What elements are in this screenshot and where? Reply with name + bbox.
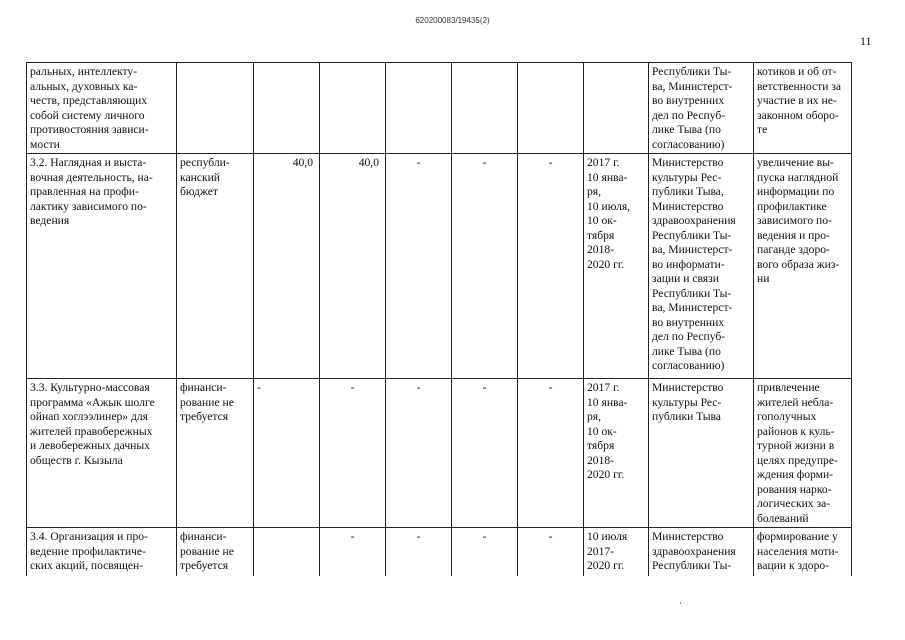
scan-speck: · bbox=[679, 598, 682, 608]
cell-result: формирование у населения моти- вации к здоро- bbox=[754, 528, 852, 576]
cell-value bbox=[386, 63, 452, 154]
document-id: 620200083/19435(2) bbox=[415, 16, 490, 25]
cell-value: - bbox=[386, 528, 452, 576]
cell-result: увеличение вы- пуска наглядной информации по профилактике зависимого по- ведения и про- паганде здоро- вого образа жиз- ни bbox=[754, 154, 852, 379]
cell-value: - bbox=[452, 528, 518, 576]
cell-name: 3.3. Культурно-массовая программа «Ажык шолге ойнап хоглээлинер» для жителей правобережных и левобережных дачных обществ г. Кызыла bbox=[27, 379, 177, 528]
cell-value bbox=[320, 63, 386, 154]
cell-value bbox=[254, 528, 320, 576]
cell-dates: 2017 г. 10 янва- ря, 10 июля, 10 ок- тября 2018- 2020 гг. bbox=[584, 154, 649, 379]
table-row bbox=[27, 379, 852, 528]
cell-name: 3.4. Организация и про- ведение профилактиче- ских акций, посвящен- bbox=[27, 528, 177, 576]
cell-dates: 10 июля 2017- 2020 гг. bbox=[584, 528, 649, 576]
cell-source: финанси- рование не требуется bbox=[177, 528, 254, 576]
cell-source: финанси- рование не требуется bbox=[177, 379, 254, 528]
cell-dates bbox=[584, 63, 649, 154]
cell-result: котиков и об от- ветственности за участие в их не- законном оборо- те bbox=[754, 63, 852, 154]
cell-value: - bbox=[320, 379, 386, 528]
cell-value: - bbox=[518, 379, 584, 528]
cell-value: - bbox=[320, 528, 386, 576]
cell-value: - bbox=[518, 528, 584, 576]
cell-executor: Министерство культуры Рес- публики Тыва bbox=[649, 379, 754, 528]
cell-value: - bbox=[386, 154, 452, 379]
cell-source: республи- канский бюджет bbox=[177, 154, 254, 379]
page-number: 11 bbox=[860, 34, 872, 48]
cell-value: - bbox=[518, 154, 584, 379]
table-row bbox=[27, 528, 852, 576]
cell-value: 40,0 bbox=[320, 154, 386, 379]
cell-value bbox=[452, 63, 518, 154]
cell-executor: Республики Ты- ва, Министерст- во внутренних дел по Респуб- лике Тыва (по согласованию) bbox=[649, 63, 754, 154]
cell-result: привлечение жителей небла- гополучных районов к куль- турной жизни в целях предупре- ждения форми- рования нарко- логических за- болеваний bbox=[754, 379, 852, 528]
cell-value bbox=[254, 63, 320, 154]
cell-value: - bbox=[386, 379, 452, 528]
program-table bbox=[26, 62, 852, 576]
cell-value: - bbox=[452, 379, 518, 528]
cell-executor: Министерство культуры Рес- публики Тыва, Министерство здравоохранения Республики Ты- ва, Министерст- во информати- зации и связи Республики Ты- ва, Министерст- во внутренних дел по Респуб- лике Тыва (по согласованию) bbox=[649, 154, 754, 379]
cell-name: ральных, интеллекту- альных, духовных ка- честв, представляющих собой систему личного противостояния зависи- мости bbox=[27, 63, 177, 154]
cell-source bbox=[177, 63, 254, 154]
cell-value: - bbox=[452, 154, 518, 379]
cell-name: 3.2. Наглядная и выста- вочная деятельность, на- правленная на профи- лактику зависимого по- ведения bbox=[27, 154, 177, 379]
cell-executor: Министерство здравоохранения Республики Ты- bbox=[649, 528, 754, 576]
table-row bbox=[27, 63, 852, 154]
cell-value bbox=[518, 63, 584, 154]
cell-dates: 2017 г. 10 янва- ря, 10 ок- тября 2018- 2020 гг. bbox=[584, 379, 649, 528]
cell-value: - bbox=[254, 379, 320, 528]
cell-value: 40,0 bbox=[254, 154, 320, 379]
table-row bbox=[27, 154, 852, 379]
